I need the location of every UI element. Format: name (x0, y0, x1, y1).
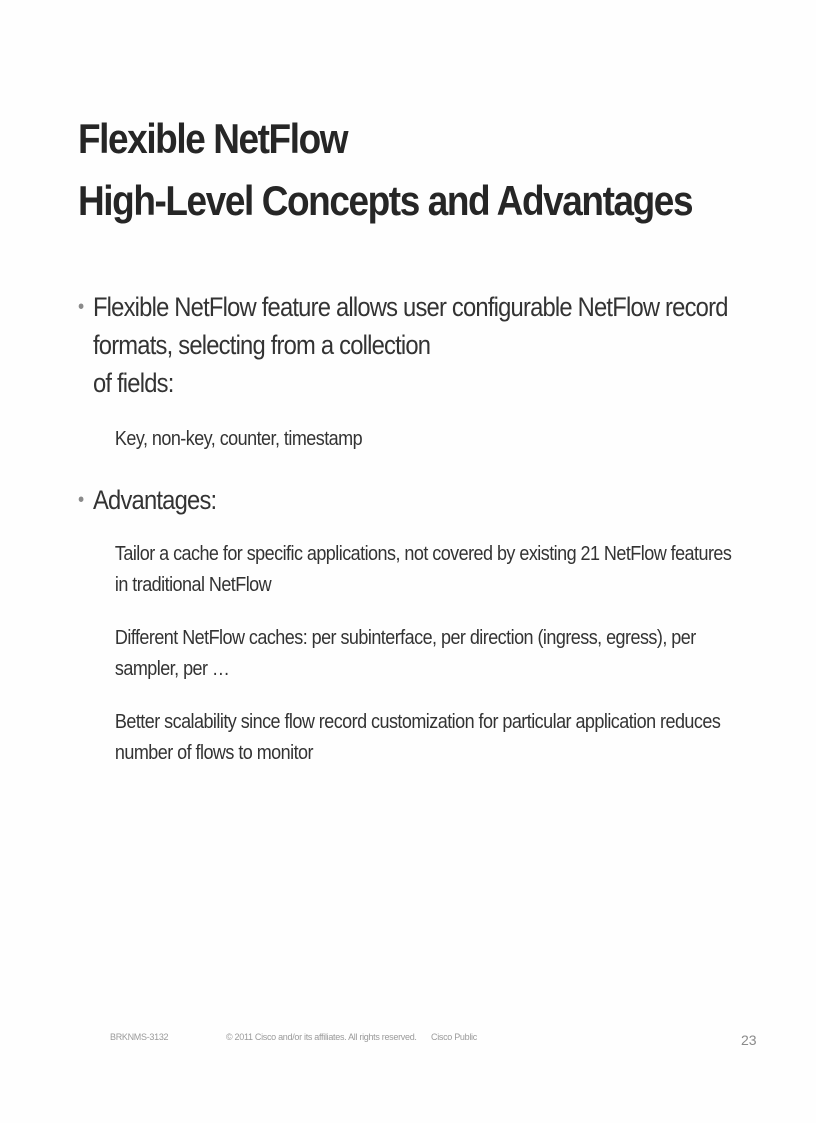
slide-title (78, 108, 694, 232)
bullet-text-line: of fields: (92, 368, 174, 398)
subitem-tailor-cache (78, 539, 781, 601)
subitem-text-line: in traditional NetFlow (114, 574, 272, 596)
footer-classification: Cisco Public (431, 1032, 477, 1042)
bullet-advantages (78, 481, 779, 519)
subitem-text-line: Tailor a cache for specific applications, not covered by existing 21 NetFlow features (114, 543, 732, 565)
subitem-different-caches (78, 623, 781, 685)
title-line-2: High-Level Concepts and Advantages (78, 177, 693, 224)
subitem-text-line: Better scalability since flow record customization for particular application reduces (114, 711, 721, 733)
bullet-text-line: Advantages: (92, 485, 217, 515)
page-number: 23 (741, 1032, 757, 1048)
footer-copyright: © 2011 Cisco and/or its affiliates. All rights reserved. (226, 1032, 417, 1042)
bullet-text-line: formats, selecting from a collection (92, 330, 431, 360)
subitem-field-types (78, 424, 781, 455)
footer-session-id: BRKNMS-3132 (110, 1032, 169, 1042)
bullet-text-line: Flexible NetFlow feature allows user configurable NetFlow record (92, 292, 728, 322)
subitem-text-line: sampler, per … (114, 658, 230, 680)
bullet-marker: • (78, 296, 84, 318)
subitem-text-line: Key, non-key, counter, timestamp (114, 428, 363, 450)
bullet-marker: • (78, 489, 84, 511)
title-line-1: Flexible NetFlow (78, 115, 348, 162)
subitem-text-line: number of flows to monitor (114, 742, 313, 764)
bullet-flexible-netflow (78, 288, 779, 402)
slide-content (78, 288, 798, 769)
subitem-scalability (78, 707, 781, 769)
subitem-text-line: Different NetFlow caches: per subinterface, per direction (ingress, egress), per (114, 627, 696, 649)
